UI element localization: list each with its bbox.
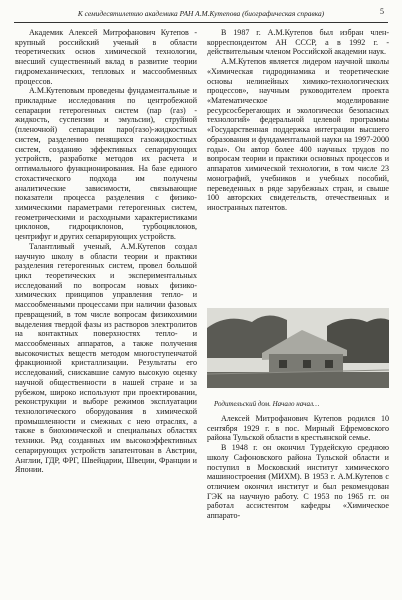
page-number: 5 [380, 7, 384, 16]
header-title: К семидесятилетию академика РАН А.М.Кутепова (биографическая справка) [77, 8, 325, 18]
paragraph: В 1948 г. он окончил Турдейскую среднюю школу Сафоновского района Тульской области и поступил в Московский институт химического машиностроения (МИХМ). В 1953 г. А.М.Кутепов с отличием окончил институт и был рекомендован ГЭК на научную работу. С 1953 по 1965 гг. он работал ассистентом кафедры «Химическое аппарато- [207, 443, 389, 521]
right-column-top [207, 28, 389, 213]
header-rule [14, 22, 388, 23]
left-column [15, 28, 197, 475]
photo-caption: Родительский дом. Начало начал… [214, 400, 320, 408]
right-column-bottom [207, 414, 389, 521]
paragraph: Талантливый ученый, А.М.Кутепов создал научную школу в области теории и практики разделения гетерогенных систем, провел большой цикл теоретических и экспериментальных исследований по вопросам новых физико-химических принципов управления тепло- и массообменными процессами при наличии фазовых превращений, в том числе вопросам физикохимии выделения твердой фазы из растворов электролитов на контактных поверхностях тепло- и массообменных аппаратов, а также получения высокочистых веществ методом многоступенчатой фракционной кристаллизации. Результаты его исследований, снискавшие самую высокую оценку научной общественности в нашей стране и за рубежом, широко используют при проектировании, реконструкции и выборе режимов эксплуатации технологического оборудования в химической промышленности и смежных с нею отраслях, а также в биохимической и специальных областях техники. Ряд созданных им высокоэффективных сепарирующих устройств запатентован в Австрии, Англии, ГДР, ФРГ, Швейцарии, Швеции, Франции и Японии. [15, 241, 197, 475]
running-header [14, 6, 388, 20]
house-photo [207, 308, 389, 388]
paragraph: В 1987 г. А.М.Кутепов был избран член-корреспондентом АН СССР, а в 1992 г. - действительным членом Российской академии наук. [207, 28, 389, 57]
paragraph: А.М.Кутеповым проведены фундаментальные и прикладные исследования по центробежной сепарации гетерогенных систем (пар (газ) - жидкость, суспензии и эмульсии), струйной (пленочной) сепарации паро(газо)-жидкостных систем, разделению пенящихся газожидкостных систем, созданию эффективных сепарирующих устройств, разработке методов их расчета и оптимального функционирования. На базе единого стохастического подхода им получены аналитические зависимости, связывающие показатели процесса разделения с физико-химическими параметрами гетерогенных систем, геометрическими и расходными характеристиками циклонов, гидроциклонов, турбоциклонов, центрифуг и других сепарирующих устройств. [15, 86, 197, 242]
house-photo-image [207, 308, 389, 388]
paragraph: Академик Алексей Митрофанович Кутепов - крупный российский ученый в области теоретических основ химической технологии, внесший существенный вклад в развитие теории гидромеханических, тепловых и массообменных процессов. [15, 28, 197, 86]
paragraph: А.М.Кутепов является лидером научной школы «Химическая гидродинамика и теоретические основы нелинейных химико-технологических процессов», научным руководителем проекта «Математическое моделирование ресурсосберегающих и экологически безопасных технологий» федеральной целевой программы «Государственная поддержка интеграции высшего образования и фундаментальной науки на 1997-2000 годы». Он автор более 400 научных трудов по вопросам теории и практики основных процессов и аппаратов химической технологии, в том числе 23 монографий, учебников и учебных пособий, переведенных в ряде зарубежных стран, и свыше 100 авторских свидетельств, отечественных и иностранных патентов. [207, 57, 389, 212]
paragraph: Алексей Митрофанович Кутепов родился 10 сентября 1929 г. в пос. Мирный Ефремовского района Тульской области в крестьянской семье. [207, 414, 389, 443]
